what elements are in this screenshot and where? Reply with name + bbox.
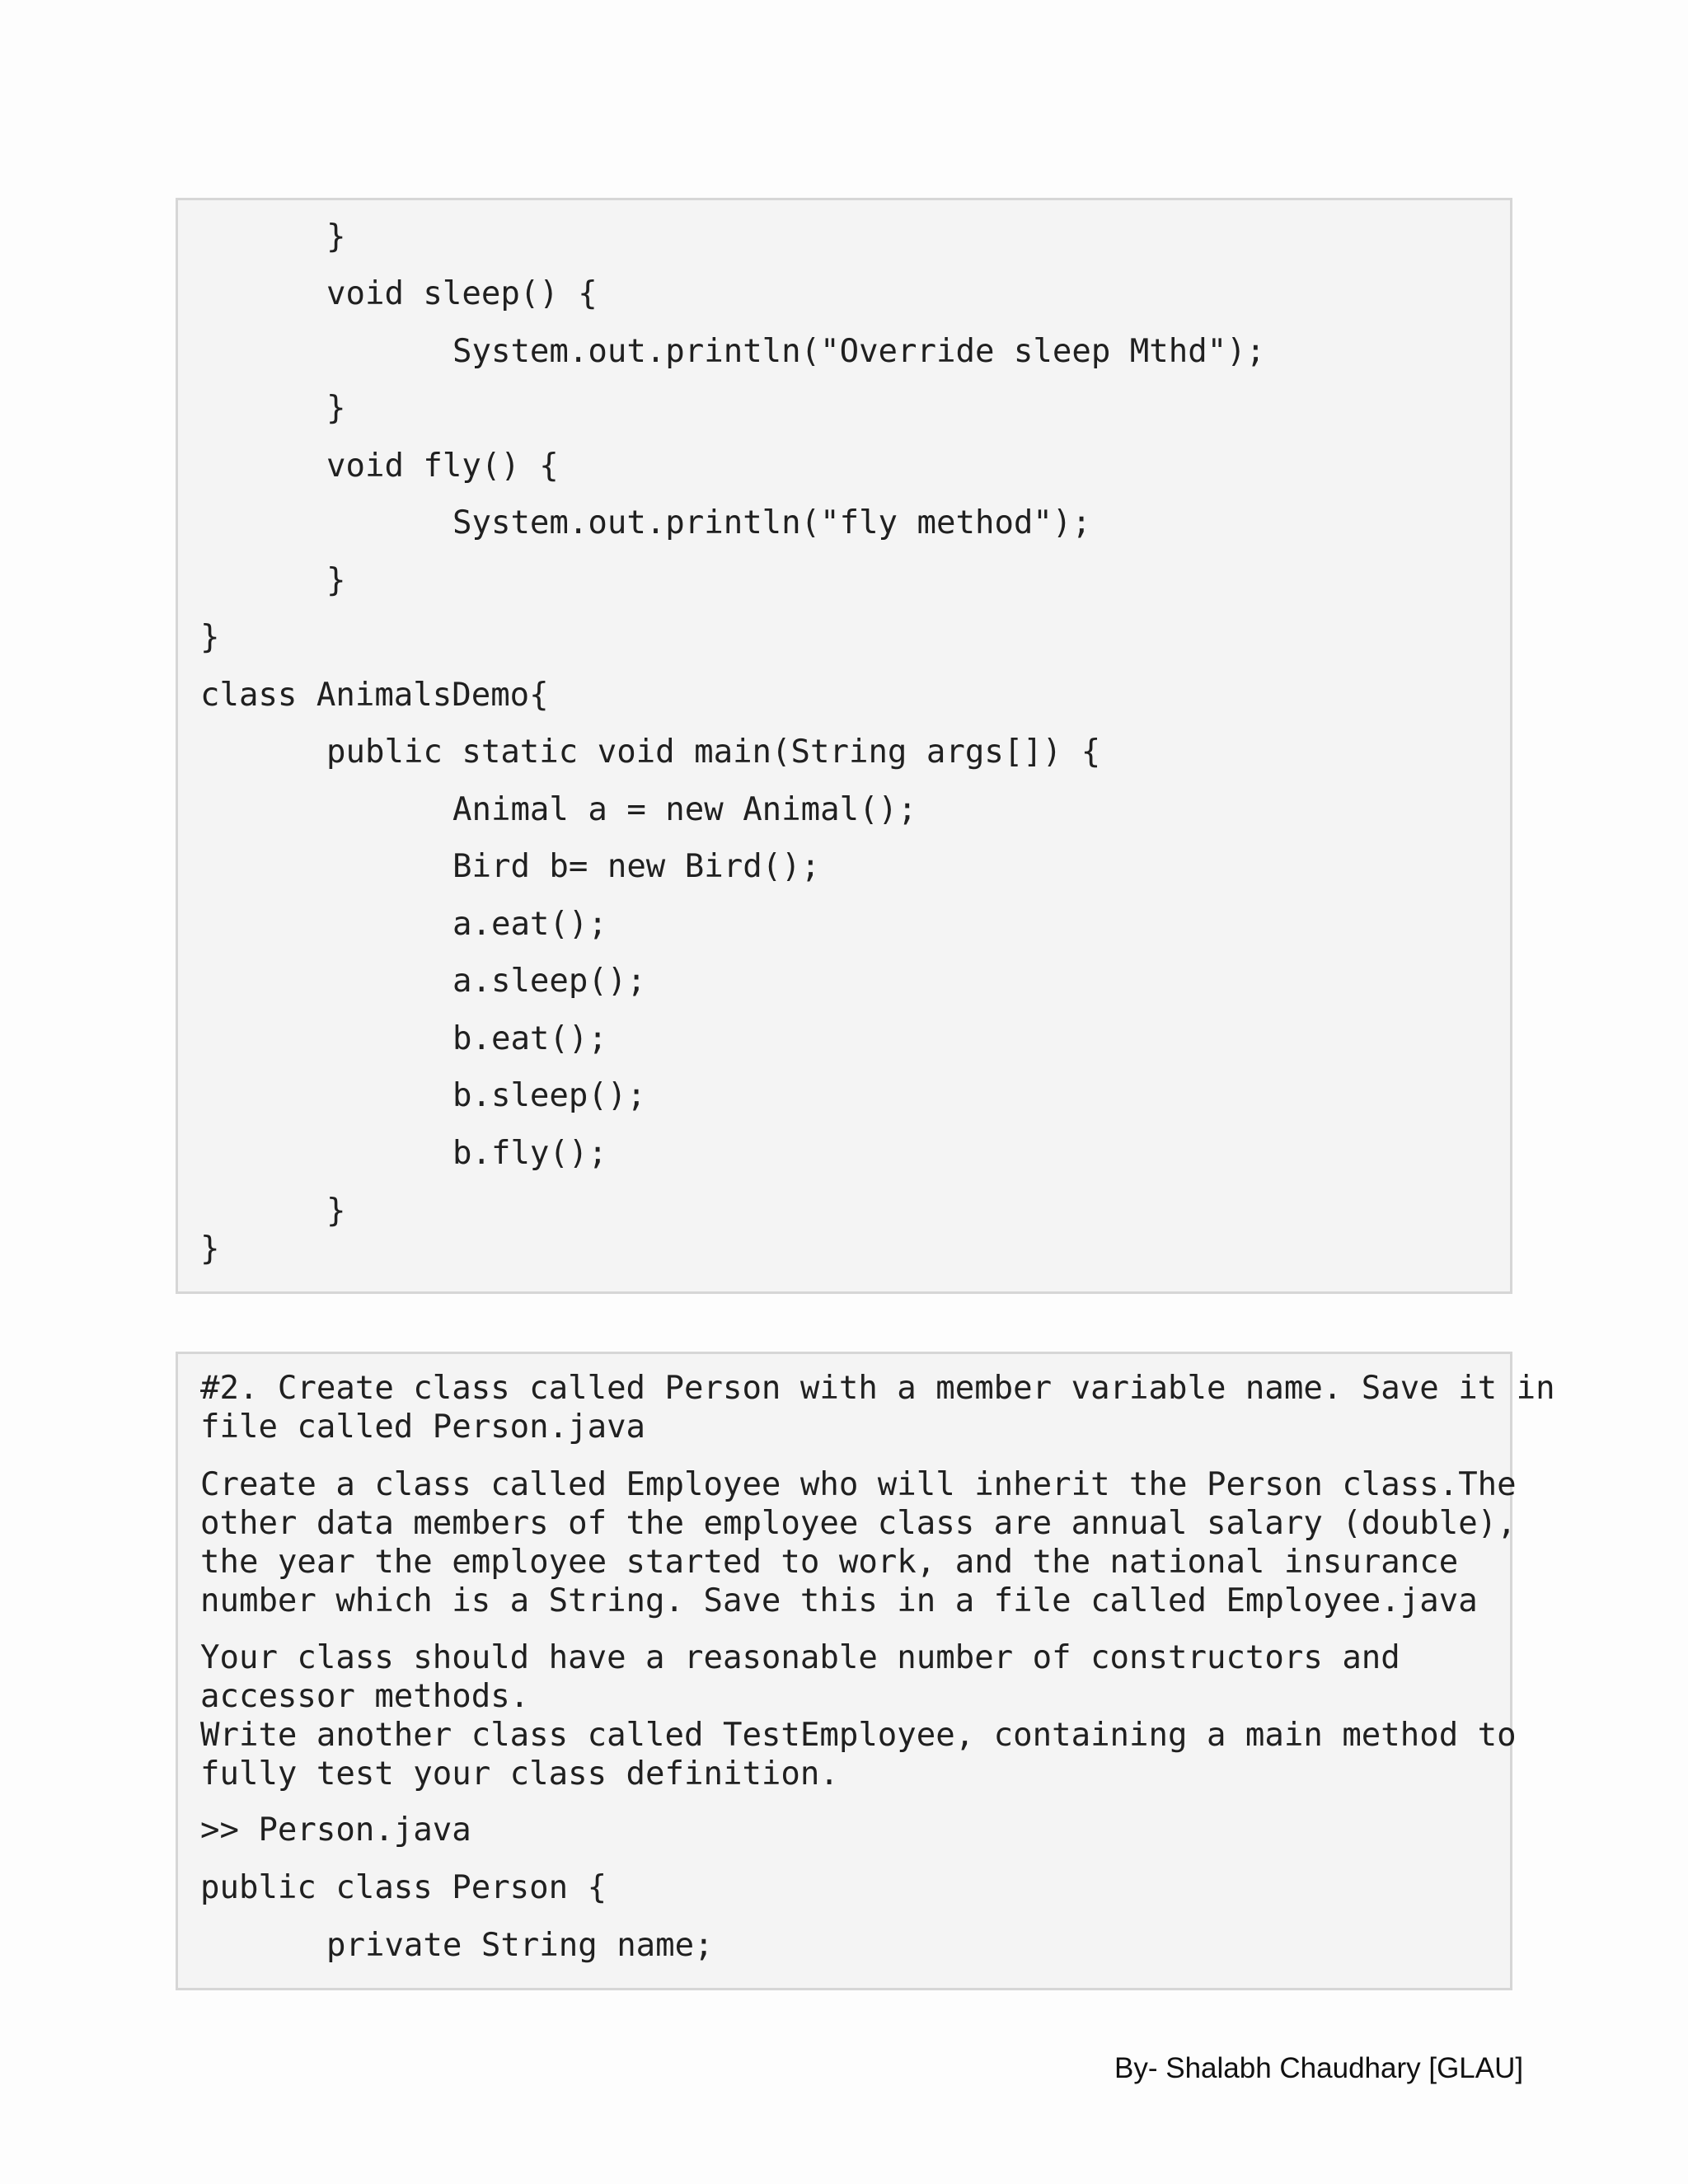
requirement-line: Write another class called TestEmployee, containing a main method to bbox=[200, 1717, 1517, 1754]
code-block-animals bbox=[176, 198, 1512, 1294]
description-line: other data members of the employee class are annual salary (double), bbox=[200, 1505, 1517, 1542]
question-heading bbox=[200, 1369, 1555, 1446]
code-line: b.fly(); bbox=[452, 1135, 607, 1172]
code-line: } bbox=[326, 562, 346, 599]
code-line: a.sleep(); bbox=[452, 963, 646, 1000]
code-line: Animal a = new Animal(); bbox=[452, 791, 917, 828]
description-line: number which is a String. Save this in a file called Employee.java bbox=[200, 1582, 1478, 1619]
requirement-line: accessor methods. bbox=[200, 1678, 530, 1715]
code-line: } bbox=[326, 218, 346, 255]
description-line: the year the employee started to work, and the national insurance bbox=[200, 1544, 1459, 1581]
code-line: a.eat(); bbox=[452, 906, 607, 943]
question-description bbox=[200, 1465, 1517, 1620]
code-line: void sleep() { bbox=[326, 275, 598, 312]
code-line: b.eat(); bbox=[452, 1020, 607, 1057]
code-line: } bbox=[326, 1193, 346, 1230]
code-line: System.out.println("Override sleep Mthd"); bbox=[452, 333, 1266, 370]
requirement-line: fully test your class definition. bbox=[200, 1755, 839, 1793]
code-line: public static void main(String args[]) { bbox=[326, 733, 1101, 771]
file-label: >> Person.java bbox=[200, 1811, 471, 1849]
code-line: System.out.println("fly method"); bbox=[452, 504, 1091, 541]
code-line: private String name; bbox=[326, 1927, 714, 1964]
question-line: file called Person.java bbox=[200, 1408, 646, 1446]
code-line: public class Person { bbox=[200, 1869, 607, 1906]
description-line: Create a class called Employee who will inherit the Person class.The bbox=[200, 1466, 1517, 1503]
code-line: } bbox=[326, 390, 346, 427]
author-footer: By- Shalabh Chaudhary [GLAU] bbox=[1114, 2052, 1524, 2084]
code-block-person-question bbox=[176, 1352, 1555, 1990]
question-requirements bbox=[200, 1638, 1517, 1793]
code-line: Bird b= new Bird(); bbox=[452, 848, 821, 885]
code-line: class AnimalsDemo{ bbox=[200, 677, 549, 714]
code-line: } bbox=[200, 619, 220, 656]
code-line: } bbox=[200, 1230, 220, 1268]
requirement-line: Your class should have a reasonable number of constructors and bbox=[200, 1639, 1400, 1676]
code-line: void fly() { bbox=[326, 448, 559, 485]
question-line: #2. Create class called Person with a member variable name. Save it in bbox=[200, 1370, 1555, 1407]
code-line: b.sleep(); bbox=[452, 1077, 646, 1114]
